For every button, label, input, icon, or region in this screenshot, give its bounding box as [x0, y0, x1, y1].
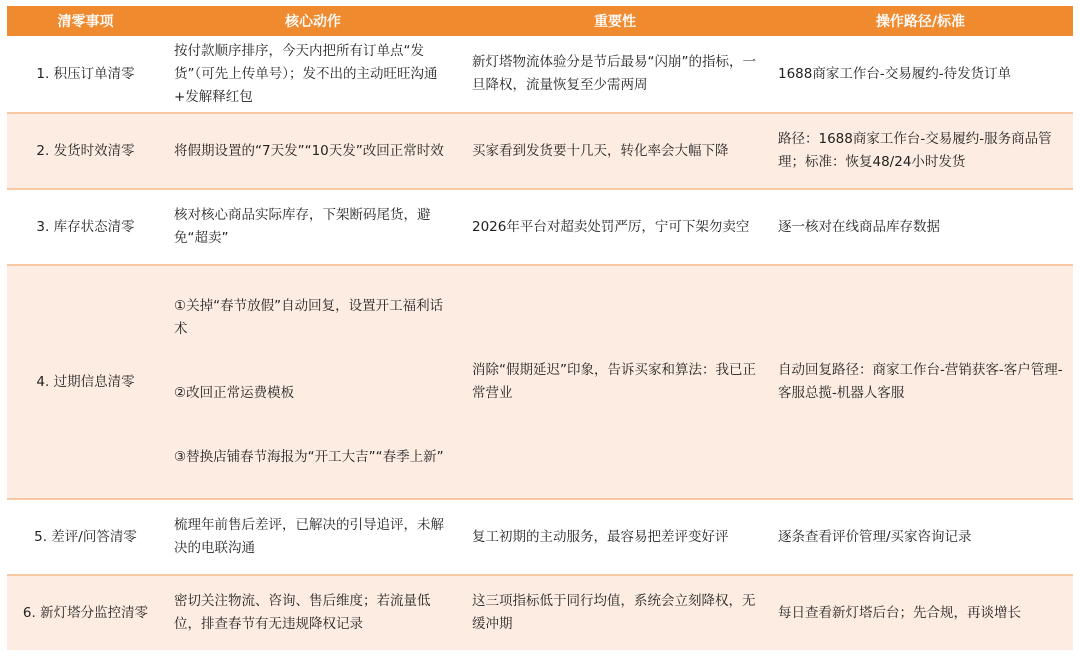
- row-5-action: 梳理年前售后差评，已解决的引导追评，未解决的电联沟通: [164, 498, 462, 574]
- header-item: 清零事项: [7, 6, 164, 36]
- row-3-action: 核对核心商品实际库存，下架断码尾货，避免“超卖”: [164, 188, 462, 264]
- row-4-action-step-3: ③替换店铺春节海报为“开工大吉”“春季上新”: [174, 449, 444, 466]
- row-2-item: 2. 发货时效清零: [7, 112, 164, 188]
- header-action: 核心动作: [164, 6, 462, 36]
- row-4-action-step-1: ①关掉“春节放假”自动回复，设置开工福利话术: [174, 297, 444, 337]
- row-2-action: 将假期设置的“7天发”“10天发”改回正常时效: [164, 112, 462, 188]
- row-1-path: 1688商家工作台-交易履约-待发货订单: [768, 36, 1073, 112]
- header-path: 操作路径/标准: [768, 6, 1073, 36]
- row-1-action: 按付款顺序排序，今天内把所有订单点“发货”（可先上传单号）；发不出的主动旺旺沟通+发解释红包: [164, 36, 462, 112]
- row-4-action-step-2: ②改回正常运费模板: [174, 384, 295, 401]
- row-5-importance: 复工初期的主动服务，最容易把差评变好评: [462, 498, 768, 574]
- row-2-path: 路径：1688商家工作台-交易履约-服务商品管理；标准：恢复48/24小时发货: [768, 112, 1073, 188]
- row-4-item: 4. 过期信息清零: [7, 264, 164, 498]
- row-4-action-list: [174, 266, 454, 498]
- checklist-table: [7, 6, 1073, 650]
- header-importance: 重要性: [462, 6, 768, 36]
- row-2-importance: 买家看到发货要十几天，转化率会大幅下降: [462, 112, 768, 188]
- row-5-path: 逐条查看评价管理/买家咨询记录: [768, 498, 1073, 574]
- row-3-item: 3. 库存状态清零: [7, 188, 164, 264]
- row-5-item: 5. 差评/问答清零: [7, 498, 164, 574]
- row-6-action: 密切关注物流、咨询、售后维度；若流量低位，排查春节有无违规降权记录: [164, 574, 462, 650]
- row-3-path: 逐一核对在线商品库存数据: [768, 188, 1073, 264]
- row-1-item: 1. 积压订单清零: [7, 36, 164, 112]
- row-4-importance: 消除“假期延迟”印象，告诉买家和算法：我已正常营业: [462, 264, 768, 498]
- row-3-importance: 2026年平台对超卖处罚严厉，宁可下架勿卖空: [462, 188, 768, 264]
- row-4-action: [164, 264, 462, 498]
- row-6-item: 6. 新灯塔分监控清零: [7, 574, 164, 650]
- row-1-importance: 新灯塔物流体验分是节后最易“闪崩”的指标，一旦降权，流量恢复至少需两周: [462, 36, 768, 112]
- row-6-importance: 这三项指标低于同行均值，系统会立刻降权，无缓冲期: [462, 574, 768, 650]
- row-4-path: 自动回复路径：商家工作台-营销获客-客户管理-客服总揽-机器人客服: [768, 264, 1073, 498]
- row-6-path: 每日查看新灯塔后台；先合规，再谈增长: [768, 574, 1073, 650]
